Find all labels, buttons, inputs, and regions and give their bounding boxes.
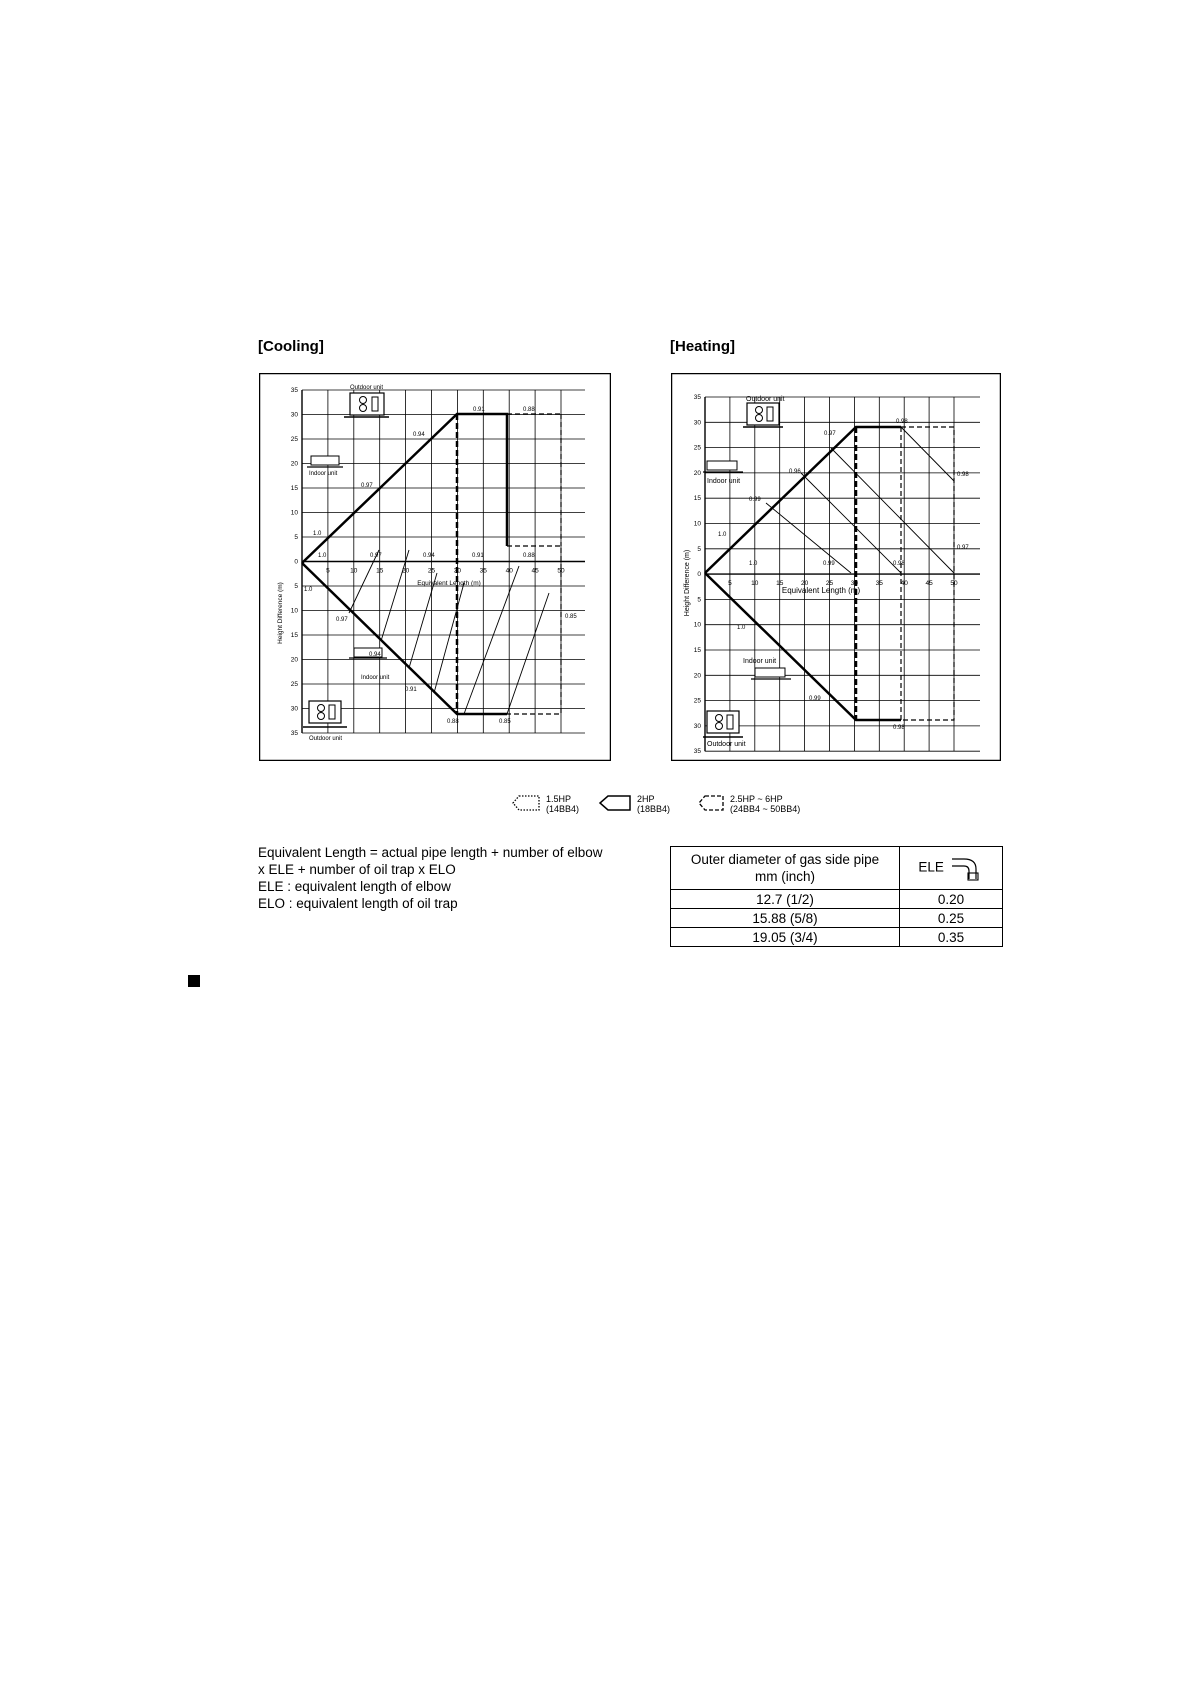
- x-tick-label: 50: [950, 580, 958, 588]
- heating-factor-lower-10: 1.0: [737, 625, 746, 631]
- x-tick-label: 35: [479, 567, 487, 575]
- heating-outdoor-bottom-label: Outdoor unit: [707, 741, 746, 748]
- solid-outline-icon: [598, 794, 632, 812]
- table-row: [671, 890, 1003, 909]
- x-tick-label: 20: [401, 567, 410, 575]
- heating-chart: [671, 373, 1001, 761]
- cooling-outdoor-top-label: Outdoor unit: [350, 385, 384, 391]
- x-tick-label: 35: [875, 580, 883, 588]
- y-tick-label: 10: [290, 607, 298, 615]
- square-bullet-icon: [188, 975, 200, 987]
- heating-factor-diag-96: 0.96: [789, 469, 801, 475]
- y-tick-label: 5: [294, 534, 298, 541]
- cooling-factor-lower-97: 0.97: [336, 617, 348, 623]
- y-tick-label: 10: [693, 520, 701, 528]
- cooling-factor-bottom-85: 0.85: [499, 719, 511, 725]
- y-tick-label: 25: [693, 444, 701, 452]
- x-tick-label: 5: [326, 567, 330, 575]
- y-tick-label: 15: [693, 647, 701, 654]
- heating-indoor-bottom-label: Indoor unit: [743, 658, 777, 665]
- x-tick-label: 40: [900, 580, 908, 588]
- y-tick-label: 15: [290, 632, 298, 639]
- cooling-outdoor-unit-top-icon: [344, 393, 389, 417]
- legend-model: (18BB4): [637, 804, 671, 814]
- cooling-factor-axis-88: 0.88: [523, 553, 535, 559]
- cell-diameter: 15.88 (5/8): [671, 909, 900, 928]
- table-row: [671, 909, 1003, 928]
- y-tick-label: 0: [697, 571, 701, 579]
- y-tick-label: 25: [290, 436, 298, 443]
- y-tick-label: 35: [290, 730, 298, 737]
- heating-factor-axis-10: 1.0: [749, 561, 758, 567]
- cooling-factor-diag-97: 0.97: [361, 483, 373, 489]
- y-tick-label: 20: [693, 672, 701, 680]
- y-tick-label: 20: [693, 469, 701, 477]
- heating-indoor-top-label: Indoor unit: [707, 478, 741, 485]
- heating-outdoor-unit-top-icon: [743, 403, 783, 427]
- header-diameter-line-2: mm (inch): [755, 869, 815, 884]
- cooling-factor-top-a: 0.91: [473, 407, 485, 413]
- heating-factor-right-98: 0.98: [957, 472, 969, 478]
- elbow-pipe-icon: [948, 855, 984, 881]
- cooling-factor-axis-91: 0.91: [472, 553, 484, 559]
- header-diameter-line-1: Outer diameter of gas side pipe: [690, 852, 880, 867]
- x-tick-label: 15: [376, 567, 384, 575]
- legend-name: 2HP: [637, 794, 655, 804]
- x-tick-label: 40: [505, 567, 513, 575]
- ele-header-ele: [900, 847, 1003, 890]
- y-tick-label: 5: [697, 545, 701, 553]
- cooling-indoor-top-label: Indoor unit: [309, 471, 338, 477]
- heating-factor-axis-99: 0.99: [823, 561, 835, 567]
- y-tick-label: 10: [693, 621, 701, 629]
- heating-factor-right-97: 0.97: [957, 545, 969, 551]
- heating-factor-upper-10: 1.0: [718, 532, 727, 538]
- cooling-chart: [259, 373, 611, 761]
- equivalent-length-explanation: [258, 844, 638, 912]
- x-tick-label: 10: [350, 567, 358, 575]
- explanation-line-1: Equivalent Length = actual pipe length + number of elbow: [258, 845, 603, 860]
- cooling-indoor-bottom-label: Indoor unit: [361, 675, 390, 681]
- cooling-indoor-unit-bottom-icon: [349, 648, 387, 658]
- cooling-factor-axis-97: 0.97: [370, 553, 382, 559]
- y-tick-label: 20: [290, 460, 298, 468]
- heating-y-axis-label: Height Difference (m): [684, 549, 691, 617]
- cooling-factor-lower-10: 1.0: [304, 587, 313, 593]
- cooling-x-axis-label: Equivalent Length (m): [417, 580, 481, 587]
- heating-outdoor-unit-bottom-icon: [703, 711, 743, 737]
- x-tick-label: 30: [850, 580, 859, 588]
- y-tick-label: 30: [290, 705, 298, 713]
- explanation-line-3: ELE : equivalent length of elbow: [258, 879, 451, 894]
- explanation-line-2: x ELE + number of oil trap x ELO: [258, 862, 456, 877]
- legend-item-1-5hp: [511, 794, 579, 814]
- heating-indoor-unit-top-icon: [703, 461, 743, 472]
- x-tick-label: 5: [728, 580, 732, 588]
- y-tick-label: 15: [290, 485, 298, 492]
- heating-factor-top-98: 0.98: [896, 419, 908, 425]
- y-tick-label: 5: [697, 596, 701, 604]
- heating-factor-lower-99: 0.99: [809, 696, 821, 702]
- y-tick-label: 35: [693, 748, 701, 756]
- y-tick-label: 35: [693, 394, 701, 401]
- y-tick-label: 35: [290, 387, 298, 394]
- cooling-factor-diag-94: 0.94: [413, 432, 425, 438]
- legend-model: (24BB4 ~ 50BB4): [730, 804, 801, 814]
- legend-name: 2.5HP ~ 6HP: [730, 794, 783, 804]
- y-tick-label: 10: [290, 509, 298, 517]
- y-tick-label: 15: [693, 495, 701, 503]
- cooling-factor-axis-94: 0.94: [423, 553, 435, 559]
- x-tick-label: 10: [751, 580, 759, 588]
- heating-x-axis-label: Equivalent Length (m): [781, 586, 861, 595]
- legend-name: 1.5HP: [546, 794, 572, 804]
- cooling-title: [Cooling]: [258, 338, 324, 355]
- cooling-factor-upper-10: 1.0: [313, 531, 322, 537]
- x-tick-label: 45: [531, 567, 539, 575]
- legend-model: (14BB4): [546, 804, 580, 814]
- y-tick-label: 30: [693, 419, 701, 427]
- dotted-outline-icon: [511, 794, 541, 812]
- cooling-factor-bottom-88: 0.88: [447, 719, 459, 725]
- cooling-factor-top-b: 0.88: [523, 407, 535, 413]
- heating-factor-diag-97: 0.97: [824, 431, 836, 437]
- heating-outdoor-top-label: Outdoor unit: [746, 396, 785, 403]
- ele-table: [670, 846, 1003, 947]
- heating-title: [Heating]: [670, 338, 735, 355]
- heating-factor-bottom-98: 0.98: [893, 725, 905, 731]
- x-tick-label: 50: [557, 567, 565, 575]
- header-ele-label: ELE: [918, 859, 944, 875]
- explanation-line-4: ELO : equivalent length of oil trap: [258, 896, 458, 911]
- table-row: [671, 928, 1003, 947]
- x-tick-label: 45: [925, 580, 933, 588]
- legend-item-2hp: [598, 794, 670, 814]
- y-tick-label: 30: [693, 722, 701, 730]
- cooling-y-axis-label: Height Difference (m): [277, 582, 284, 644]
- heating-indoor-unit-bottom-icon: [751, 668, 791, 679]
- cell-ele: 0.35: [900, 928, 1003, 947]
- y-tick-label: 20: [290, 656, 298, 664]
- heating-factor-axis-98: 0.98: [893, 561, 905, 567]
- x-tick-label: 15: [776, 580, 784, 588]
- x-tick-label: 20: [800, 580, 809, 588]
- cooling-outdoor-unit-bottom-icon: [303, 701, 347, 727]
- cooling-outdoor-bottom-label: Outdoor unit: [309, 736, 343, 742]
- cell-ele: 0.25: [900, 909, 1003, 928]
- y-tick-label: 25: [693, 697, 701, 705]
- cell-diameter: 12.7 (1/2): [671, 890, 900, 909]
- cooling-indoor-unit-top-icon: [307, 456, 343, 467]
- heating-factor-diag-99: 0.99: [749, 497, 761, 503]
- ele-header-diameter: [671, 847, 900, 890]
- x-tick-label: 25: [427, 567, 436, 575]
- y-tick-label: 5: [294, 583, 298, 590]
- cell-ele: 0.20: [900, 890, 1003, 909]
- x-tick-label: 25: [825, 580, 834, 588]
- x-tick-label: 30: [453, 567, 462, 575]
- y-tick-label: 25: [290, 681, 298, 688]
- cooling-factor-axis-10: 1.0: [318, 553, 327, 559]
- y-tick-label: 0: [294, 558, 298, 566]
- ele-table-header: [671, 847, 1003, 890]
- legend-item-2-5-6hp: [697, 794, 800, 814]
- cooling-factor-lower-94: 0.94: [369, 652, 381, 658]
- y-tick-label: 30: [290, 411, 298, 419]
- cooling-factor-lower-91: 0.91: [405, 687, 417, 693]
- cooling-factor-right-85: 0.85: [565, 614, 577, 620]
- dashed-outline-icon: [697, 794, 725, 812]
- cell-diameter: 19.05 (3/4): [671, 928, 900, 947]
